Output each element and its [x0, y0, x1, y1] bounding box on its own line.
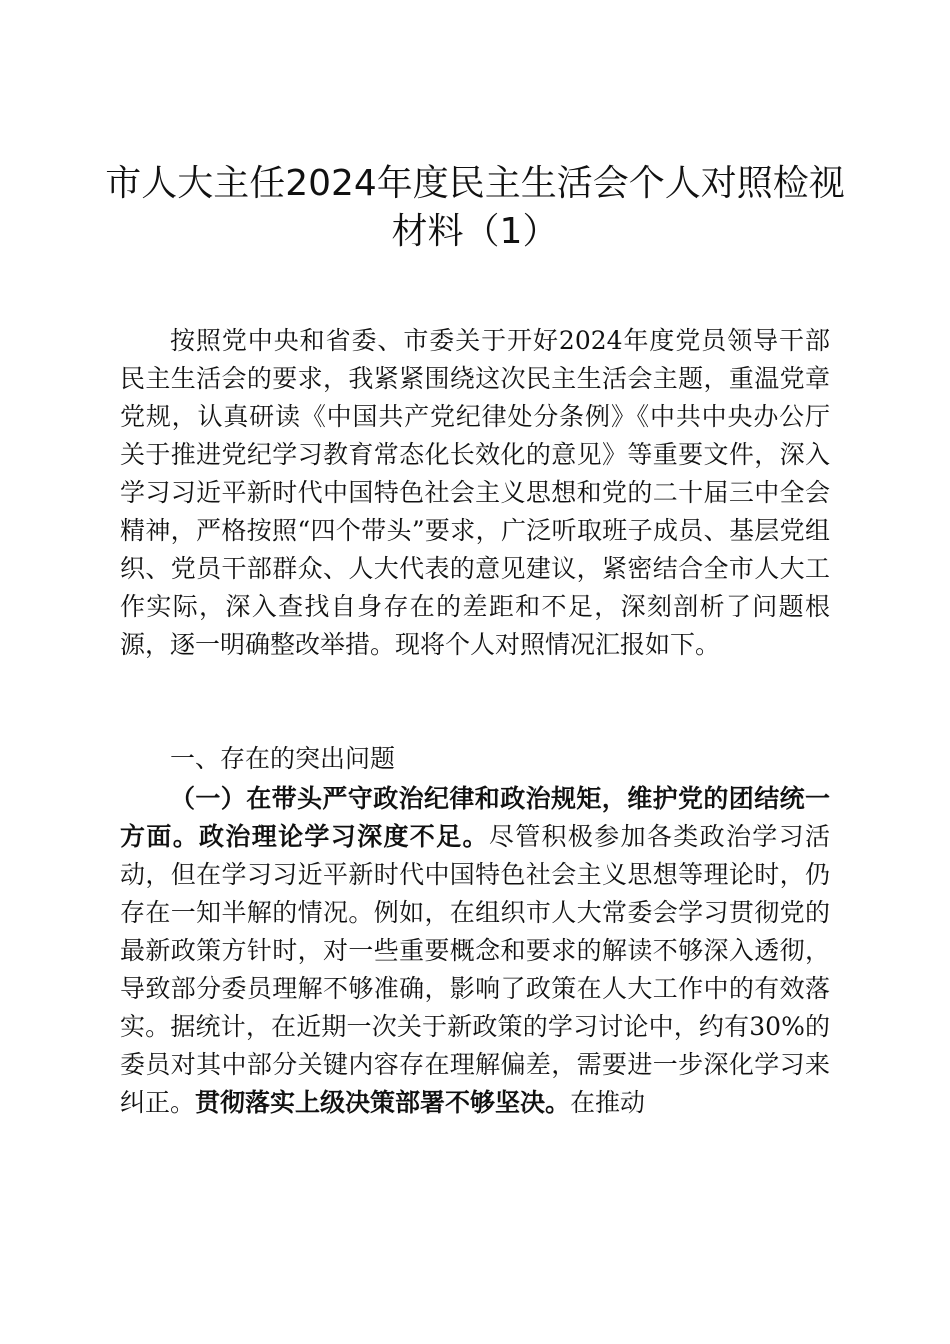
point-title: 政治理论学习深度不足。 [199, 822, 489, 851]
section-heading: 一、存在的突出问题 [170, 744, 396, 773]
point-text: 尽管积极参加各类政治学习活动，但在学习习近平新时代中国特色社会主义思想等理论时，仍存在一知半解的情况。例如，在组织市人大常委会学习贯彻党的最新政策方针时，对一些重要概念和要求的解读不够深入透彻，导致部分委员理解不够准确，影响了政策在人大工作中的有效落实。据统计，在近期一次关于新政策的学习讨论中，约有30%的委员对其中部分关键内容存在理解偏差，需要进一步深化学习来纠正。 [120, 822, 830, 1117]
point-text: 在推动 [570, 1088, 646, 1117]
point-title: 贯彻落实上级决策部署不够坚决。 [195, 1088, 571, 1117]
intro-paragraph: 按照党中央和省委、市委关于开好2024年度党员领导干部民主生活会的要求，我紧紧围绕这次民主生活会主题，重温党章党规，认真研读《中国共产党纪律处分条例》《中共中央办公厅关于推进党纪学习教育常态化长效化的意见》等重要文件，深入学习习近平新时代中国特色社会主义思想和党的二十届三中全会精神，严格按照“四个带头”要求，广泛听取班子成员、基层党组织、党员干部群众、人大代表的意见建议，紧密结合全市人大工作实际，深入查找自身存在的差距和不足，深刻剖析了问题根源，逐一明确整改举措。现将个人对照情况汇报如下。 [120, 326, 830, 659]
subsection-heading: （一）在带头严守政治纪律和政治规矩，维护党的团结统一方面。 [120, 784, 830, 851]
issue-paragraph [120, 780, 830, 1122]
document-title: 市人大主任2024年度民主生活会个人对照检视材料（1） [105, 163, 845, 252]
